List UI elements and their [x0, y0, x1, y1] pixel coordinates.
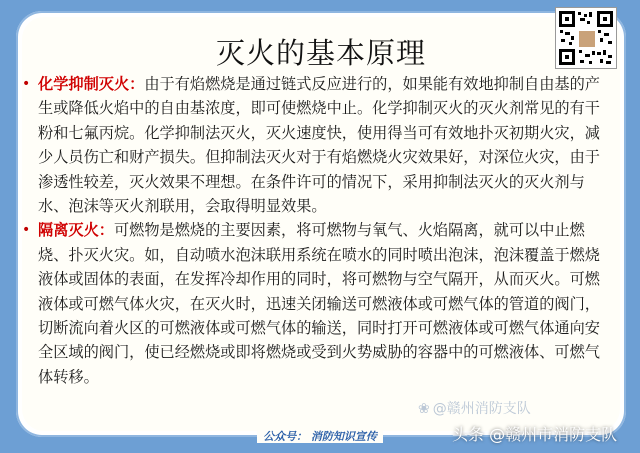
source-label: 头条 @赣州市消防支队	[452, 425, 618, 444]
list-item	[22, 72, 604, 218]
list-item	[22, 218, 604, 389]
footer-account: 公众号： 消防知识宣传	[0, 428, 640, 444]
qr-logo	[578, 30, 596, 48]
slide-title: 灭火的基本原理	[215, 36, 426, 70]
term-chemical-suppression: 化学抑制灭火：	[38, 75, 145, 93]
watermark-icon: ❀	[418, 401, 430, 417]
paragraph-text: 可燃物是燃烧的主要因素，将可燃物与氧气、火焰隔离，就可以中止燃烧、扑灭火灾。如，自动喷水泡沫联用系统在喷水的同时喷出泡沫，泡沫覆盖于燃烧液体或固体的表面，在发挥冷却作用的同时，将可燃物与空气隔开，从而灭火。可燃液体或可燃气体火灾，在灭火时，迅速关闭输送可燃液体或可燃气体的管道的阀门，切断流向着火区的可燃液体或可燃气体的输送，同时打开可燃液体或可燃气体通向安全区域的阀门，使已经燃烧或即将燃烧或受到火势威胁的容器中的可燃液体、可燃气体转移。	[38, 221, 600, 386]
slide-body	[22, 72, 604, 389]
bullet-icon: •	[22, 76, 31, 92]
paragraph-text: 由于有焰燃烧是通过链式反应进行的，如果能有效地抑制自由基的产生或降低火焰中的自由基浓度，即可使燃烧中止。化学抑制灭火的灭火剂常见的有干粉和七氟丙烷。化学抑制法灭火，灭火速度快，使用得当可有效地扑灭初期火灾，减少人员伤亡和财产损失。但抑制法灭火对于有焰燃烧火灾效果好，对深位火灾，由于渗透性较差，灭火效果不理想。在条件许可的情况下，采用抑制法灭火的灭火剂与水、泡沫等灭火剂联用，会取得明显效果。	[38, 75, 600, 216]
term-isolation: 隔离灭火：	[38, 221, 114, 240]
bullet-icon: •	[22, 222, 31, 239]
qr-code-icon	[555, 7, 617, 69]
watermark: ❀ @赣州消防支队	[418, 401, 531, 417]
